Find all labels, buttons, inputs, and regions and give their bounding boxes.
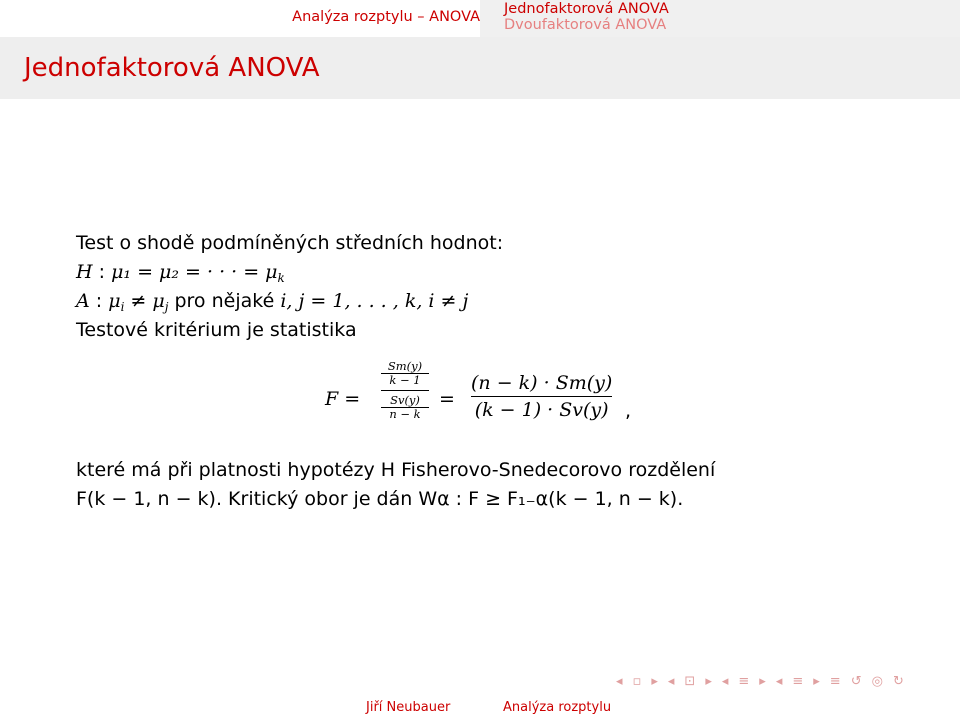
hypothesis-null: H : μ₁ = μ₂ = · · · = $\mu_k$ (76, 261, 285, 285)
footer-author: Jiří Neubauer (366, 700, 451, 715)
nav-prev-slide-icon[interactable]: ◂ (667, 674, 675, 689)
nav-slide-icon[interactable]: ⊡ (684, 674, 696, 689)
nav-search-icon[interactable]: ◎ (871, 674, 883, 689)
nav-forward-icon[interactable]: ↻ (892, 674, 904, 689)
nav-prev-section-icon[interactable]: ◂ (775, 674, 783, 689)
nav-frame-icon[interactable]: ▫ (632, 674, 642, 689)
header-bar (0, 0, 960, 37)
compound-fraction (381, 360, 429, 421)
nav-next-slide-icon[interactable]: ▸ (705, 674, 712, 689)
nav-next-subsection-icon[interactable]: ▸ (759, 674, 766, 689)
text-line-statistic: Testové kritérium je statistika (76, 319, 357, 341)
footer-short-title: Analýza rozptylu (503, 700, 612, 715)
den-bottom: n − k (389, 407, 421, 421)
nav-prev-frame-icon[interactable]: ◂ (616, 674, 623, 689)
section-nav (282, 0, 480, 37)
text-line-intro: Test o shodě podmíněných středních hodnot: (76, 232, 504, 254)
num-bottom: k − 1 (389, 373, 421, 387)
rhs-numerator: (n − k) · Sm(y) (471, 372, 613, 394)
nav-subsection-icon[interactable]: ≡ (738, 674, 750, 689)
frame-title: Jednofaktorová ANOVA (24, 53, 320, 83)
formula-lhs: F = (325, 388, 361, 410)
formula-comma: , (625, 400, 632, 422)
subsection-nav (480, 0, 960, 37)
subsection-link-one-way[interactable]: Jednofaktorová ANOVA (504, 1, 669, 17)
nav-document-icon[interactable]: ≡ (829, 674, 841, 689)
beamer-navigation (612, 674, 908, 692)
nav-section-icon[interactable]: ≡ (792, 674, 804, 689)
f-statistic-formula (325, 360, 655, 440)
rhs-denominator: (k − 1) · Sv(y) (474, 399, 609, 421)
subsection-link-two-way[interactable]: Dvoufaktorová ANOVA (504, 17, 667, 33)
hypothesis-alt: A : $\mu_i \ne \mu_j$ pro nějaké i, j = 1, . . . , k, i ≠ j (76, 290, 469, 314)
text-line-distribution: které má při platnosti hypotézy H Fisherovo-Snedecorovo rozdělení (76, 459, 716, 481)
frame-title-bar (0, 37, 960, 99)
nav-back-icon[interactable]: ↺ (850, 674, 862, 689)
section-link[interactable]: Analýza rozptylu – ANOVA (292, 9, 480, 25)
text-line-critical-region: F(k − 1, n − k). Kritický obor je dán Wα : F ≥ F₁₋α(k − 1, n − k). (76, 488, 684, 510)
den-top: Sv(y) (390, 393, 420, 407)
equals-sign: = (439, 388, 455, 410)
nav-next-frame-icon[interactable]: ▸ (651, 674, 658, 689)
nav-next-section-icon[interactable]: ▸ (813, 674, 820, 689)
simplified-fraction (471, 372, 612, 421)
nav-prev-subsection-icon[interactable]: ◂ (721, 674, 729, 689)
footer-bar (0, 697, 960, 720)
num-top: Sm(y) (387, 359, 423, 373)
